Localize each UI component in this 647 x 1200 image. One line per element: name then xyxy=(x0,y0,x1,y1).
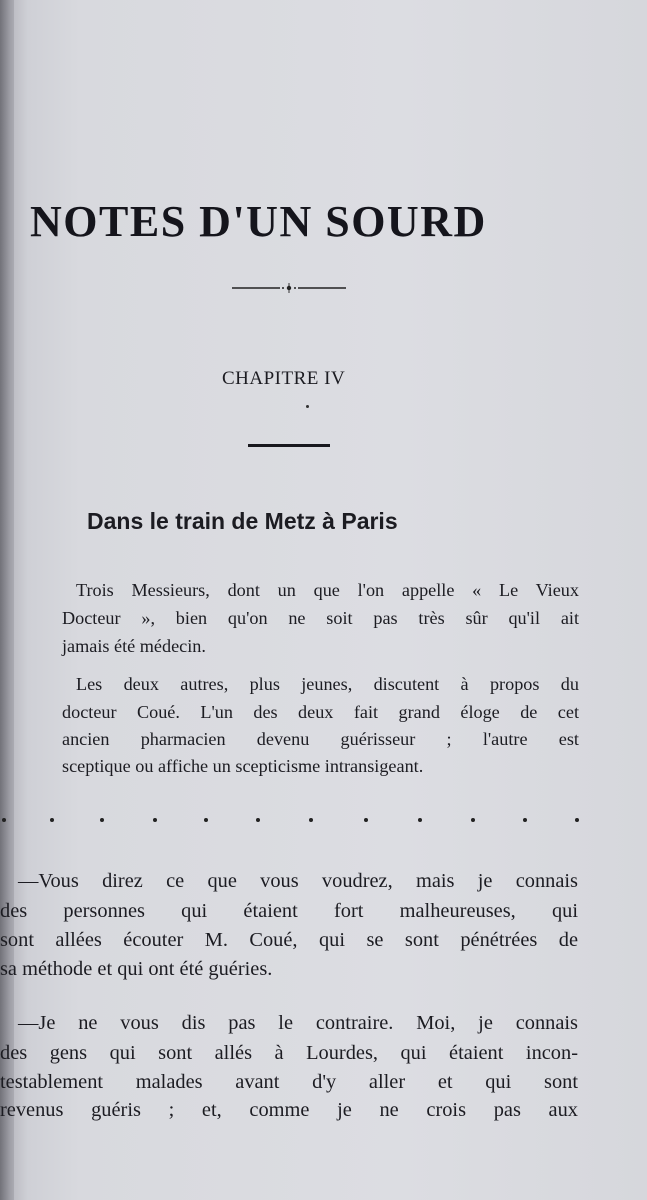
chapter-dot xyxy=(306,405,309,408)
text-line: revenus guéris ; et, comme je ne crois pas aux xyxy=(0,1099,578,1121)
text-line: jamais été médecin. xyxy=(62,636,206,656)
text-line: Les deux autres, plus jeunes, discutent à propos du xyxy=(76,674,579,694)
text-line: docteur Coué. L'un des deux fait grand éloge de cet xyxy=(62,702,579,722)
text-line: sont allées écouter M. Coué, qui se sont pénétrées de xyxy=(0,929,578,951)
text-line: —Vous direz ce que vous voudrez, mais je connais xyxy=(18,870,578,892)
section-title: Dans le train de Metz à Paris xyxy=(87,508,398,534)
text-line: des gens qui sont allés à Lourdes, qui étaient incon- xyxy=(0,1042,578,1064)
text-line: Docteur », bien qu'on ne soit pas très sûr qu'il ait xyxy=(62,608,579,628)
text-line: ancien pharmacien devenu guérisseur ; l'autre est xyxy=(62,729,579,749)
ellipsis-separator xyxy=(0,810,590,830)
text-line: —Je ne vous dis pas le contraire. Moi, je connais xyxy=(18,1012,578,1034)
ornament-divider xyxy=(230,280,348,296)
book-title: NOTES D'UN SOURD xyxy=(30,197,487,246)
chapter-rule xyxy=(248,444,330,447)
text-line: sa méthode et qui ont été guéries. xyxy=(0,958,273,980)
chapter-heading: CHAPITRE IV xyxy=(222,368,346,389)
text-line: sceptique ou affiche un scepticisme intransigeant. xyxy=(62,756,424,776)
text-line: des personnes qui étaient fort malheureuses, qui xyxy=(0,900,578,922)
page-gutter-shadow xyxy=(0,0,14,1200)
text-line: Trois Messieurs, dont un que l'on appelle « Le Vieux xyxy=(76,580,579,600)
text-line: testablement malades avant d'y aller et qui sont xyxy=(0,1071,578,1093)
